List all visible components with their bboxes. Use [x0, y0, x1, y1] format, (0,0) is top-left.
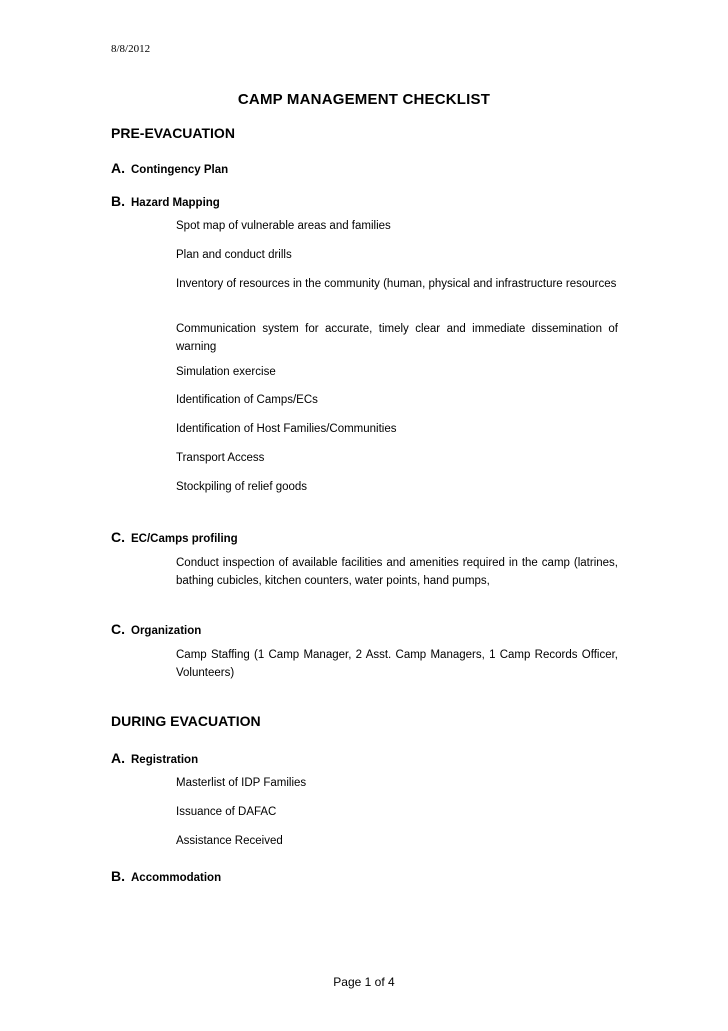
subheading-letter: C.	[111, 621, 125, 637]
subheading-label: Organization	[131, 625, 202, 637]
subheading-registration	[111, 750, 198, 766]
subheading-label: Contingency Plan	[131, 164, 229, 176]
checklist-item: Conduct inspection of available facilities and amenities required in the camp (latrines, bathing cubicles, kitchen counters, water points, hand pumps,	[176, 557, 618, 587]
subheading-hazard-mapping	[111, 193, 220, 209]
subheading-organization	[111, 621, 201, 637]
subheading-letter: A.	[111, 750, 125, 766]
page-number: Page 1 of 4	[333, 975, 395, 989]
checklist-item: Identification of Host Families/Communities	[176, 423, 397, 435]
subheading-label: EC/Camps profiling	[131, 533, 238, 545]
checklist-item: Camp Staffing (1 Camp Manager, 2 Asst. Camp Managers, 1 Camp Records Officer, Volunteers)	[176, 649, 618, 679]
checklist-item: Communication system for accurate, timely clear and immediate dissemination of warning	[176, 323, 618, 353]
page-date: 8/8/2012	[111, 43, 151, 55]
checklist-item: Inventory of resources in the community (human, physical and infrastructure resources	[176, 278, 617, 290]
checklist-item: Assistance Received	[176, 835, 283, 847]
section-heading-pre-evacuation: PRE-EVACUATION	[111, 125, 235, 141]
checklist-item: Stockpiling of relief goods	[176, 481, 308, 493]
checklist-item: Identification of Camps/ECs	[176, 394, 318, 406]
section-heading-during-evacuation: DURING EVACUATION	[111, 713, 261, 729]
subheading-label: Accommodation	[131, 872, 222, 884]
subheading-letter: C.	[111, 529, 125, 545]
subheading-letter: A.	[111, 160, 125, 176]
subheading-label: Hazard Mapping	[131, 197, 220, 209]
checklist-item: Transport Access	[176, 452, 265, 464]
document-title: CAMP MANAGEMENT CHECKLIST	[237, 91, 491, 108]
checklist-item: Issuance of DAFAC	[176, 806, 277, 818]
checklist-item: Spot map of vulnerable areas and families	[176, 220, 391, 232]
subheading-label: Registration	[131, 754, 199, 766]
subheading-contingency-plan	[111, 160, 228, 176]
subheading-letter: B.	[111, 868, 125, 884]
checklist-item: Simulation exercise	[176, 366, 276, 378]
subheading-accommodation	[111, 868, 221, 884]
subheading-letter: B.	[111, 193, 125, 209]
checklist-item: Plan and conduct drills	[176, 249, 292, 261]
checklist-item: Masterlist of IDP Families	[176, 777, 307, 789]
subheading-ec-camps-profiling	[111, 529, 238, 545]
